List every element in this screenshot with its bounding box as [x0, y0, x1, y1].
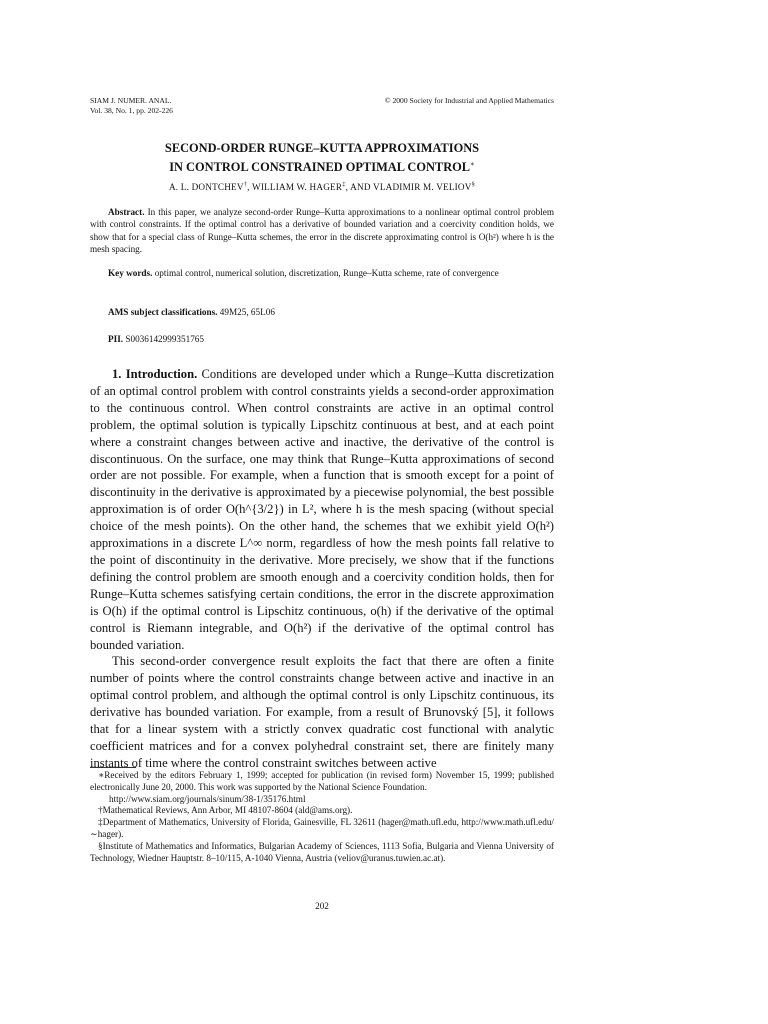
abstract-text: In this paper, we analyze second-order Runge–Kutta approximations to a nonlinear optimal control problem with control constraints. If the optimal control has a derivative of bounded variation and a coercivity condition holds, we show that for a special class of Runge–Kutta schemes, the error in the discrete approximating control is O(h²) where h is the mesh spacing.: [90, 207, 555, 254]
intro-paragraph-1-text: Conditions are developed under which a Runge–Kutta discretization of an optimal control problem with control constraints yields a second-order approximation to the continuous control. When control constraints are active in an optimal control problem, the optimal solution is typically Lipschitz continuous at best, and at each point where a constraint changes between active and inactive, the derivative of the control is discontinuous. On the surface, one may think that Runge–Kutta approximations of second order are not possible. For example, when a function that is smooth except for a point of discontinuity in the derivative is approximated by a piecewise polynomial, the best possible approximation is of order O(h^{3/2}) in L², where h is the mesh spacing (without special choice of the mesh points). On the other hand, the schemes that we exhibit yield O(h²) approximations in a discrete L^∞ norm, regardless of how the mesh points fall relative to the point of discontinuity in the derivative. More precisely, we show that if the functions defining the control problem are smooth enough and a coercivity condition holds, then for Runge–Kutta schemes satisfying certain conditions, the error in the discrete approximation is O(h) if the optimal control is Lipschitz continuous, o(h) if the derivative of the optimal control is Riemann integrable, and O(h²) if the derivative of the optimal control has bounded variation.: [90, 367, 554, 652]
author-hager: WILLIAM W. HAGER: [251, 182, 343, 193]
title-line-2: [90, 156, 554, 175]
journal-name: SIAM J. NUMER. ANAL.: [90, 96, 172, 105]
keywords-text: optimal control, numerical solution, discretization, Runge–Kutta scheme, rate of convergence: [154, 268, 499, 278]
footnote-url[interactable]: http://www.siam.org/journals/sinum/38-1/35176.html: [109, 793, 306, 804]
footnote-veliov: §Institute of Mathematics and Informatics, Bulgarian Academy of Sciences, 1113 Sofia, Bulgaria and Vienna University of Technology, Wiedner Hauptstr. 8–10/115, A-1040 Vienna, Austria (veliov@uranus.tuwien.ac.at).: [90, 840, 554, 863]
footnote-received: ∗Received by the editors February 1, 1999; accepted for publication (in revised form) November 15, 1999; published electronically June 20, 2000. This work was supported by the National Science Foundation.: [90, 770, 554, 792]
ams-label: AMS subject classifications.: [108, 307, 218, 317]
copyright-notice: © 2000 Society for Industrial and Applied Mathematics: [384, 96, 554, 105]
keywords-label: Key words.: [108, 268, 153, 278]
pii-text: S0036142999351765: [125, 334, 204, 344]
ams-text: 49M25, 65L06: [219, 307, 275, 317]
abstract-label: Abstract.: [108, 207, 145, 217]
intro-paragraph-1: [90, 366, 554, 653]
journal-volume: Vol. 38, No. 1, pp. 202-226: [90, 105, 173, 115]
footnote-hager: ‡Department of Mathematics, University of Florida, Gainesville, FL 32611 (hager@math.ufl.edu, http://www.math.ufl.edu/∼hager).: [90, 817, 554, 839]
introduction-section: [90, 366, 554, 772]
title-line-1: SECOND-ORDER RUNGE–KUTTA APPROXIMATIONS: [164, 141, 480, 155]
author-veliov: AND VLADIMIR M. VELIOV: [350, 182, 472, 193]
section-heading: 1. Introduction.: [112, 367, 198, 381]
author-mark-3: §: [471, 181, 476, 188]
ams-classifications: [108, 307, 275, 317]
author-dontchev: A. L. DONTCHEV: [168, 182, 244, 193]
abstract: [90, 206, 554, 255]
keywords: [90, 267, 554, 279]
paper-title: [90, 140, 554, 175]
footnote-dontchev: †Mathematical Reviews, Ann Arbor, MI 48107-8604 (ald@ams.org).: [98, 805, 353, 816]
footnotes: [90, 770, 554, 864]
author-mark-1: †: [243, 181, 248, 188]
footnote-rule: [90, 767, 136, 768]
author-list: A. L. DONTCHEV†, WILLIAM W. HAGER‡, AND VLADIMIR M. VELIOV§: [168, 181, 476, 193]
pii: [108, 334, 204, 344]
title-line-2-text: IN CONTROL CONSTRAINED OPTIMAL CONTROL: [169, 160, 471, 175]
title-footnote-mark: ∗: [470, 160, 475, 168]
page-number: 202: [315, 901, 329, 911]
author-mark-2: ‡: [342, 181, 346, 188]
journal-info: [90, 96, 173, 115]
pii-label: PII.: [108, 334, 124, 344]
intro-paragraph-2: This second-order convergence result exploits the fact that there are often a finite number of points where the control constraints change between active and inactive in an optimal control problem, and although the optimal control is only Lipschitz continuous, its derivative has bounded variation. For example, from a result of Brunovský [5], it follows that for a linear system with a strictly convex quadratic cost functional with analytic coefficient matrices and for a convex polyhedral constraint set, there are finitely many instants of time where the control constraint switches between active: [90, 654, 554, 770]
